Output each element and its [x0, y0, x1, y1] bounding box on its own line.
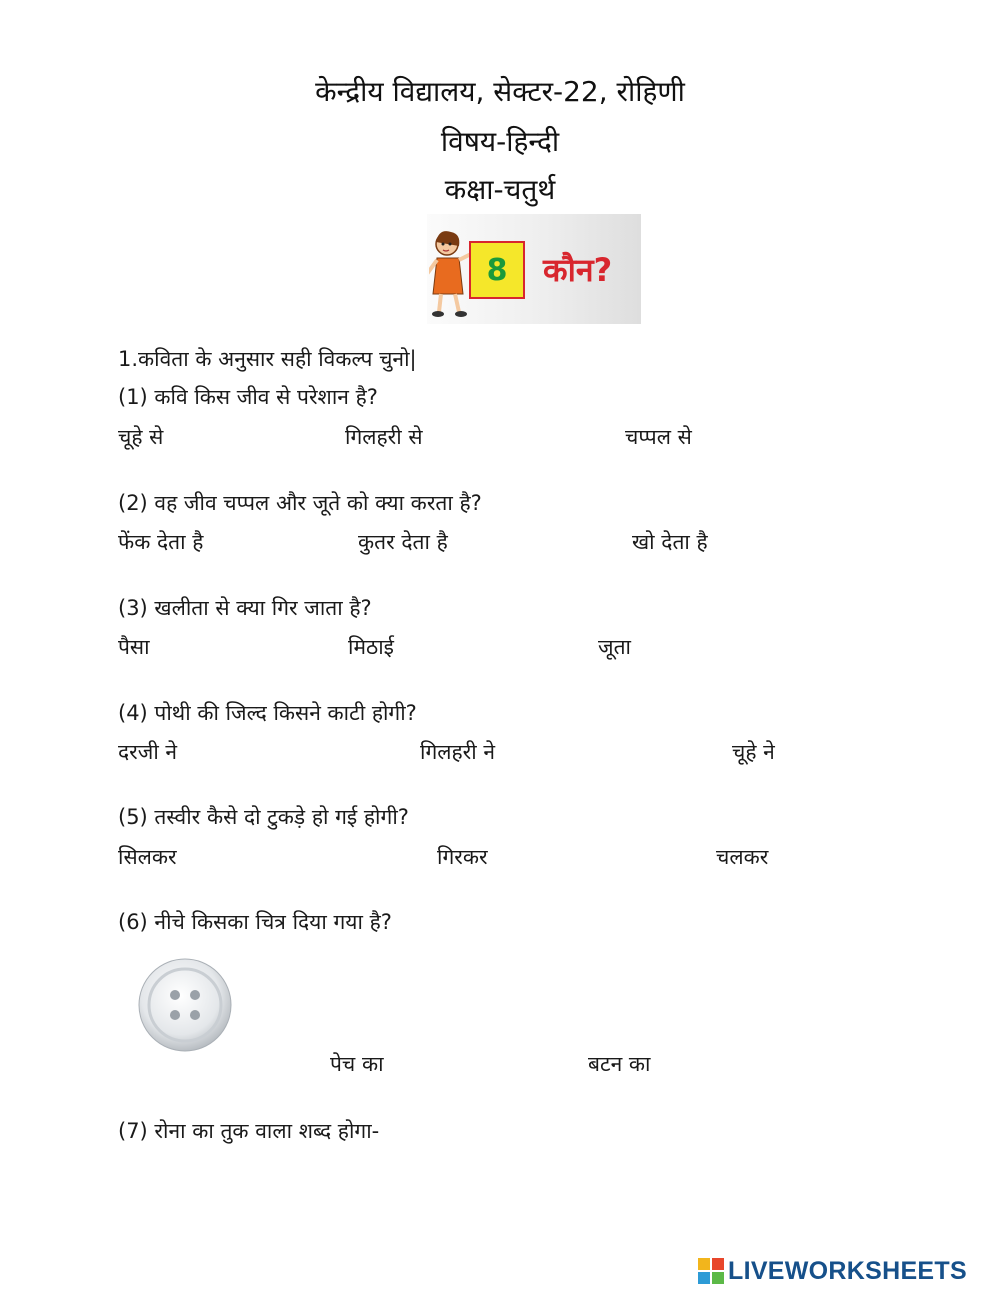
school-name: केन्द्रीय विद्यालय, सेक्टर-22, रोहिणी	[315, 75, 685, 108]
q1-option-2[interactable]: गिलहरी से	[345, 425, 423, 449]
lesson-banner	[427, 214, 641, 324]
q2-option-3[interactable]: खो देता है	[632, 530, 708, 554]
q1-option-3[interactable]: चप्पल से	[625, 425, 692, 449]
class-title: कक्षा-चतुर्थ	[444, 173, 556, 206]
q6-option-1[interactable]: पेच का	[330, 1052, 384, 1076]
subject-title: विषय-हिन्दी	[440, 125, 560, 158]
question-2: (2) वह जीव चप्पल और जूते को क्या करता है?	[118, 491, 482, 515]
instruction-text: 1.कविता के अनुसार सही विकल्प चुनो|	[118, 347, 417, 371]
q4-option-2[interactable]: गिलहरी ने	[420, 740, 496, 764]
question-7: (7) रोना का तुक वाला शब्द होगा-	[118, 1119, 380, 1143]
question-3: (3) खलीता से क्या गिर जाता है?	[118, 596, 372, 620]
q2-option-1[interactable]: फेंक देता है	[118, 530, 204, 554]
q1-option-1[interactable]: चूहे से	[118, 425, 164, 449]
question-1: (1) कवि किस जीव से परेशान है?	[118, 385, 378, 409]
lesson-title: कौन?	[543, 251, 613, 289]
q4-option-3[interactable]: चूहे ने	[732, 740, 775, 764]
question-6: (6) नीचे किसका चित्र दिया गया है?	[118, 910, 392, 934]
q5-option-2[interactable]: गिरकर	[437, 845, 488, 869]
q4-option-1[interactable]: दरजी ने	[118, 740, 178, 764]
liveworksheets-footer	[698, 1256, 967, 1286]
liveworksheets-brand: LIVEWORKSHEETS	[728, 1256, 967, 1285]
q3-option-2[interactable]: मिठाई	[348, 635, 394, 659]
q6-option-2[interactable]: बटन का	[588, 1052, 651, 1076]
q3-option-3[interactable]: जूता	[598, 635, 631, 659]
q5-option-1[interactable]: सिलकर	[118, 845, 177, 869]
q5-option-3[interactable]: चलकर	[716, 845, 769, 869]
q3-option-1[interactable]: पैसा	[118, 635, 150, 659]
lesson-number-badge: 8	[469, 241, 525, 299]
q2-option-2[interactable]: कुतर देता है	[358, 530, 448, 554]
question-4: (4) पोथी की जिल्द किसने काटी होगी?	[118, 701, 417, 725]
shirt-button-icon	[136, 957, 234, 1053]
question-5: (5) तस्वीर कैसे दो टुकड़े हो गई होगी?	[118, 805, 409, 829]
liveworksheets-logo-icon	[698, 1258, 724, 1284]
